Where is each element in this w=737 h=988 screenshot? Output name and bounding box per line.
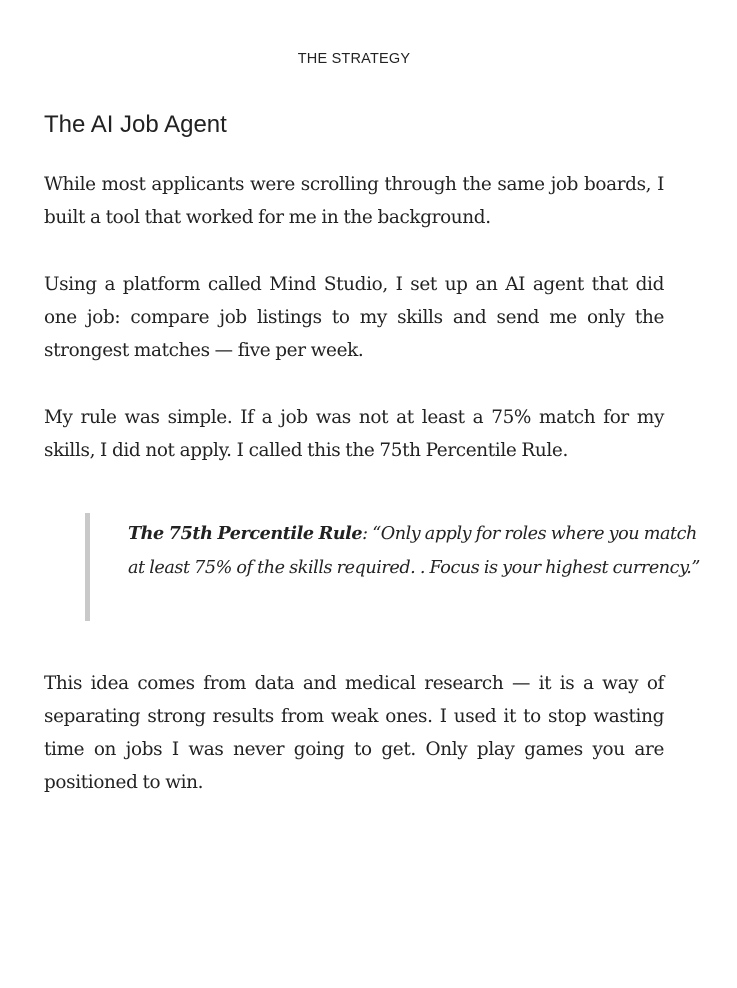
quote-body: “Only apply for roles where you match at least 75% of the skills required. . Focus is your highest currency.” — [128, 524, 700, 578]
quote-text — [128, 513, 704, 585]
article-heading: The AI Job Agent — [44, 111, 227, 138]
rule-blockquote — [85, 513, 704, 621]
paragraph-4: This idea comes from data and medical research — it is a way of separating strong results from weak ones. I used it to stop wasting time on jobs I was never going to get. Only play games you are positioned to win. — [44, 673, 664, 793]
quote-separator: : — [362, 524, 373, 544]
paragraph-3: My rule was simple. If a job was not at least a 75% match for my skills, I did not apply. I called this the 75th Percentile Rule. — [44, 407, 664, 461]
section-label: THE STRATEGY — [297, 51, 411, 67]
paragraph-1: While most applicants were scrolling through the same job boards, I built a tool that worked for me in the background. — [44, 174, 664, 228]
quote-term: The 75th Percentile Rule — [128, 523, 363, 544]
paragraph-2: Using a platform called Mind Studio, I set up an AI agent that did one job: compare job listings to my skills and send me only the strongest matches — five per week. — [44, 274, 664, 361]
